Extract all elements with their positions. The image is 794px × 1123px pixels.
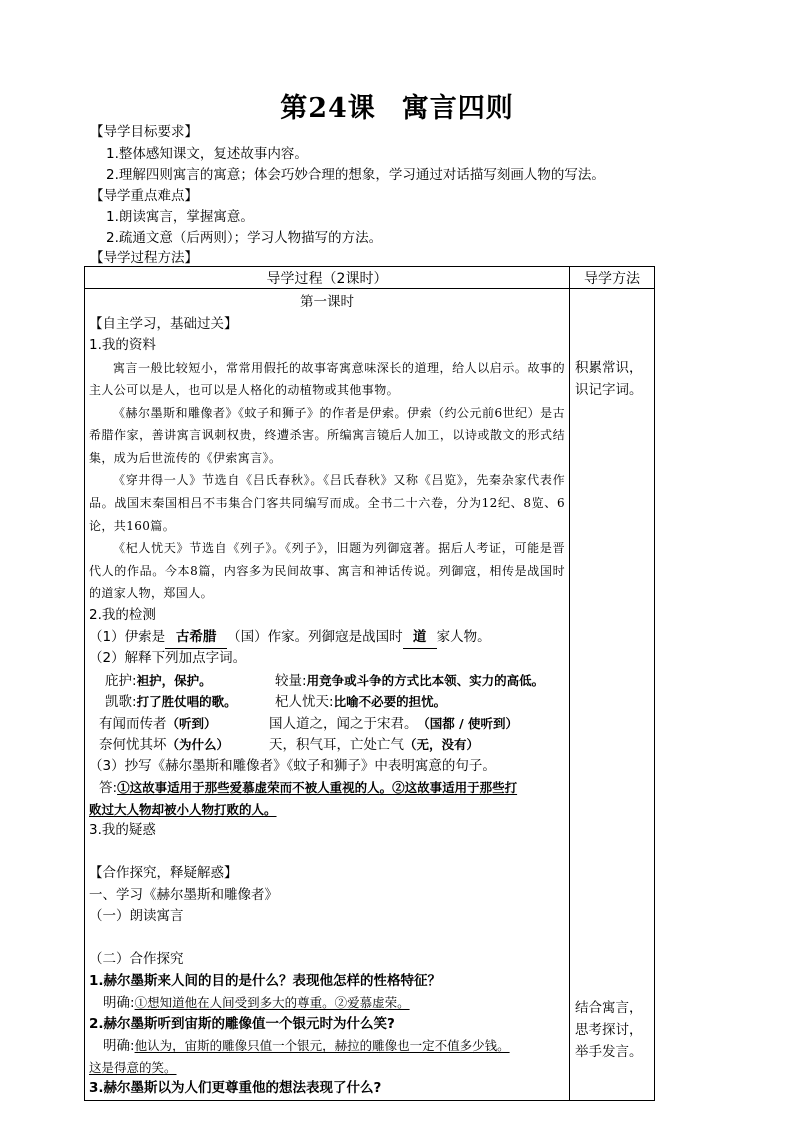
vocab-text: 奈何忧其坏	[99, 737, 167, 754]
vocab-row	[89, 734, 565, 756]
focus-heading: 【导学重点难点】	[90, 188, 198, 204]
vocab-text: 有闻而传者	[99, 715, 167, 732]
material-paragraph: 《杞人忧天》节选自《列子》。《列子》，旧题为列御寇著。据后人考证，可能是晋代人的作品。今本8篇，内容多为民间故事、寓言和神话传说。列御寇，相传是战国时的道家人物，郑国人。	[89, 541, 565, 601]
vocab-answer: 打了胜仗唱的歌。	[136, 694, 237, 710]
q3-answer-line	[89, 799, 565, 821]
goal-item: 2.理解四则寓言的寓意；体会巧妙合理的想象，学习通过对话描写刻画人物的写法。	[106, 167, 605, 183]
sub-heading-coop: （二）合作探究	[89, 951, 184, 968]
first-period: 第一课时	[300, 294, 354, 310]
vocab-answer: 用竞争或斗争的方式比本领、实力的高低。	[306, 672, 545, 688]
material-paragraph: 《穿井得一人》节选自《吕氏春秋》。《吕氏春秋》又称《吕览》，先秦杂家代表作品。战国末秦国相吕不韦集合门客共同编写而成。全书二十六卷，分为12纪、8览、6论，共160篇。	[89, 473, 565, 533]
coop-question-3: 3.赫尔墨斯以为人们更尊重他的想法表现了什么?	[89, 1080, 382, 1097]
vocab-term: 凯歌:	[105, 694, 137, 711]
q3-label: 答:	[99, 780, 118, 797]
cq2-label: 明确:	[103, 1038, 135, 1055]
self-study-heading: 【自主学习，基础过关】	[89, 315, 238, 332]
cq1-label: 明确:	[103, 995, 135, 1012]
lesson-number: 第24课	[280, 93, 376, 124]
q1-text-mid: （国）作家。列御寇是战国时	[227, 628, 403, 645]
material-paragraph: 寓言一般比较短小，常常用假托的故事寄寓意味深长的道理，给人以启示。故事的主人公可以是人，也可以是人格化的动植物或其他事物。	[89, 360, 565, 398]
material-paragraph: 《赫尔墨斯和雕像者》《蚊子和狮子》的作者是伊索。伊索（约公元前6世纪）是古希腊作家，善讲寓言讽刺权贵，终遭杀害。所编寓言镜后人加工，以诗或散文的形式结集，成为后世流传的《伊索寓言》。	[89, 405, 565, 465]
vocab-answer: （听到）	[166, 715, 217, 731]
coop-question-2: 2.赫尔墨斯听到宙斯的雕像值一个银元时为什么笑?	[89, 1015, 395, 1032]
coop-question-1: 1.赫尔墨斯来人间的目的是什么？表现他怎样的性格特征？	[89, 972, 442, 989]
q3-answer: 败过大人物却被小人物打败的人。	[89, 801, 277, 817]
cq1-answer-line	[89, 992, 565, 1014]
focus-item: 2.疏通文意（后两则）；学习人物描写的方法。	[106, 230, 383, 246]
vocab-answer: （为什么）	[166, 737, 230, 753]
cq2-answer-line	[89, 1057, 565, 1079]
q1-text-end: 家人物。	[436, 628, 491, 645]
cq2-answer: 这是得意的笑。	[89, 1059, 177, 1075]
focus-item: 1.朗读寓言，掌握寓意。	[106, 209, 254, 225]
vocab-answer: （无，没有）	[404, 737, 480, 753]
q1-blank-school: 道	[403, 627, 437, 650]
vocab-answer: 比喻不必要的担忧。	[333, 694, 447, 710]
method-note: 积累常识，识记字词。	[575, 360, 643, 398]
method-column-header: 导学方法	[570, 267, 655, 289]
process-cell	[85, 289, 570, 1101]
sub-heading-read: （一）朗读寓言	[89, 908, 184, 925]
vocab-term: 较量:	[275, 672, 307, 689]
vocab-text: 国人道之，闻之于宋君。	[269, 715, 418, 732]
guide-table	[84, 266, 655, 1101]
page-title	[0, 86, 794, 125]
q3-answer: ①这故事适用于那些爱慕虚荣而不被人重视的人。②这故事适用于那些打	[117, 780, 518, 796]
method-note: 结合寓言，思考探讨，举手发言。	[575, 1000, 643, 1060]
vocab-row	[89, 713, 565, 735]
goal-item: 1.整体感知课文，复述故事内容。	[106, 146, 308, 162]
question-2: （2）解释下列加点字词。	[89, 650, 247, 667]
cq2-answer-line	[89, 1035, 565, 1057]
q1-blank-country: 古希腊	[165, 627, 227, 650]
lesson-name: 寓言四则	[401, 93, 514, 124]
check-heading: 2.我的检测	[89, 607, 156, 624]
q1-text: （1）伊索是	[89, 628, 166, 645]
coop-heading: 【合作探究，释疑解惑】	[89, 865, 238, 882]
process-heading: 【导学过程方法】	[90, 250, 198, 266]
vocab-row	[89, 670, 565, 692]
cq2-answer: 他认为，宙斯的雕像只值一个银元，赫拉的雕像也一定不值多少钱。	[134, 1038, 510, 1054]
doubt-heading: 3.我的疑惑	[89, 822, 156, 839]
q3-answer-line	[89, 777, 565, 799]
vocab-term: 杞人忧天:	[275, 694, 334, 711]
process-column-header: 导学过程（2课时）	[85, 267, 570, 289]
vocab-answer: （国都 / 使听到）	[423, 715, 519, 731]
question-3: （3）抄写《赫尔墨斯和雕像者》《蚊子和狮子》中表明寓意的句子。	[89, 757, 496, 774]
materials-heading: 1.我的资料	[89, 337, 156, 353]
vocab-text: 天，积气耳，亡处亡气	[269, 737, 404, 754]
question-1	[89, 627, 565, 649]
vocab-term: 庇护:	[105, 672, 137, 689]
cq1-answer: ①想知道他在人间受到多大的尊重。②爱慕虚荣。	[134, 995, 410, 1011]
method-cell	[570, 289, 655, 1101]
study-1-heading: 一、学习《赫尔墨斯和雕像者》	[89, 886, 278, 903]
vocab-answer: 袒护，保护。	[136, 672, 212, 688]
vocab-row	[89, 691, 565, 713]
goals-heading: 【导学目标要求】	[90, 124, 198, 140]
